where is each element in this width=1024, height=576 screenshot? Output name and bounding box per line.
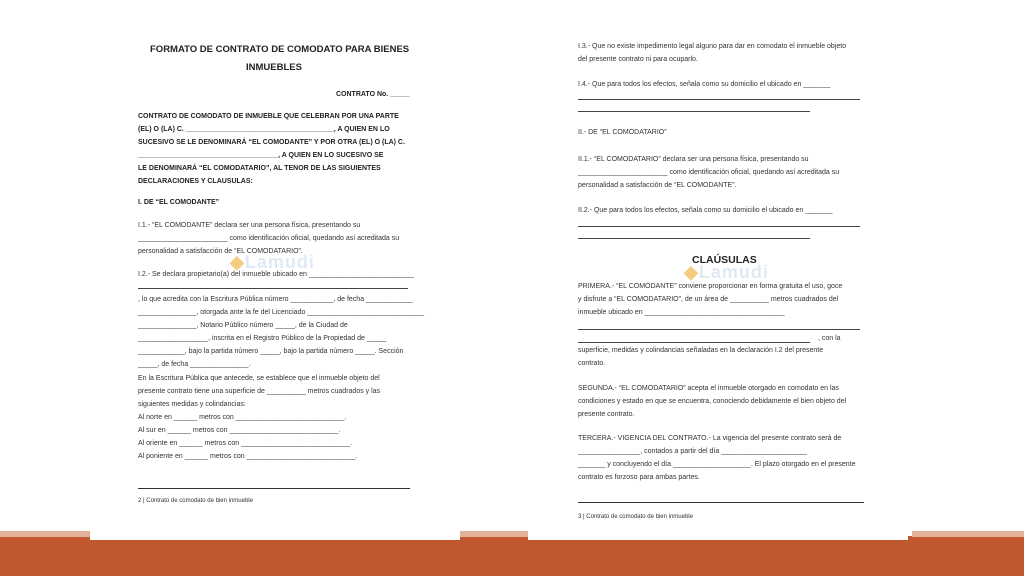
document-title-line1: FORMATO DE CONTRATO DE COMODATO PARA BIENES [150,44,410,55]
blank-line [578,342,810,343]
clause-primera-end: contrato. [578,360,606,367]
clause-ii1-line: _______________________ como identificación oficial, quedando así acreditada su [578,169,840,176]
document-title-line2: INMUEBLES [246,62,302,73]
clause-i2-line: , lo que acredita con la Escritura Pública número ___________, de fecha ____________ [138,296,413,303]
clause-primera-end: superficie, medidas y colindancias señaladas en la declaración I.2 del presente [578,347,824,354]
clause-i2-start: I.2.- Se declara propietario(a) del inmueble ubicado en ___________________________ [138,271,414,278]
contract-number: CONTRATO No. _____ [336,91,410,98]
intro-line: CONTRATO DE COMODATO DE INMUEBLE QUE CELEBRAN POR UNA PARTE [138,113,399,120]
clause-tercera-line: _______ y concluyendo el día ____________________. El plazo otorgado en el presente [578,461,856,468]
intro-line: DECLARACIONES Y CLAUSULAS: [138,178,253,185]
footer-rule [578,502,864,503]
page-footer: 2 | Contrato de comodato de bien inmueble [138,498,253,504]
clause-i2-line: siguientes medidas y colindancias: [138,401,246,408]
clause-i3-line: I.3.- Que no existe impedimento legal alguno para dar en comodato el inmueble objeto [578,43,847,50]
clause-segunda-line: presente contrato. [578,411,635,418]
blank-line [578,99,860,100]
clause-primera-line: y disfrute a “EL COMODATARIO”, de un área de __________ metros cuadrados del [578,296,839,303]
bottom-tab-right [912,531,1024,537]
intro-line: ____________________________________, A QUIEN EN LO SUCESIVO SE [138,152,384,159]
bottom-tab-middle [460,531,528,537]
clause-i2-line: presente contrato tiene una superficie de __________ metros cuadrados y las [138,388,381,395]
clause-i1-line: I.1.- “EL COMODANTE” declara ser una persona física, presentando su [138,222,361,229]
clause-i4: I.4.- Que para todos los efectos, señala como su domicilio el ubicado en _______ [578,81,831,88]
clause-i2-line: En la Escritura Pública que antecede, se establece que el inmueble objeto del [138,375,380,382]
blank-line [138,288,408,289]
boundary-west: Al poniente en ______ metros con ____________________________. [138,453,358,460]
intro-line: LE DENOMINARÁ “EL COMODATARIO”, AL TENOR DE LAS SIGUIENTES [138,165,381,172]
section-heading-comodante: I. DE “EL COMODANTE” [138,199,220,206]
clause-i2-line: __________________, inscrita en el Registro Público de la Propiedad de _____ [138,335,387,342]
clause-tercera-line: contrato es forzoso para ambas partes. [578,474,700,481]
clause-ii1-line: personalidad a satisfacción de “EL COMODANTE”. [578,182,737,189]
bottom-accent-bar [0,536,1024,576]
clause-i1-line: _______________________ como identificación oficial, quedando así acreditada su [138,235,400,242]
lamudi-watermark: ◆Lamudi [230,252,315,272]
intro-line: (EL) O (LA) C. ______________________________________, A QUIEN EN LO [138,126,390,133]
blank-line [578,329,860,330]
bottom-tab-left [0,531,90,537]
clause-tercera-line: ________________, contados a partir del día ______________________ [578,448,807,455]
clause-i3-line: del presente contrato ni para ocuparlo. [578,56,698,63]
section-heading-comodatario: II.- DE “EL COMODATARIO” [578,129,667,136]
clause-segunda-line: condiciones y estado en que se encuentra, conociendo debidamente el bien objeto del [578,398,847,405]
right-document-page [528,20,908,540]
clause-i2-line: _____, de fecha _______________. [138,361,251,368]
footer-rule [138,488,410,489]
clause-tercera-line: TERCERA.- VIGENCIA DEL CONTRATO.- La vigencia del presente contrato será de [578,435,842,442]
blank-line [578,238,810,239]
blank-line [578,111,810,112]
clause-ii2: II.2.- Que para todos los efectos, señala como su domicilio el ubicado en _______ [578,207,833,214]
clause-primera-con: , con la [818,335,841,342]
clause-i1-line: personalidad a satisfacción de “EL COMODATARIO”. [138,248,303,255]
page-footer: 3 | Contrato de comodato de bien inmueble [578,514,693,520]
clause-primera-line: PRIMERA.- “EL COMODANTE” conviene proporcionar en forma gratuita el uso, goce [578,283,843,290]
clause-i2-line: _______________, Notario Público número _____, de la Ciudad de [138,322,348,329]
clause-primera-line: inmueble ubicado en ____________________________________ [578,309,785,316]
blank-line [578,226,860,227]
clause-ii1-line: II.1.- “EL COMODATARIO” declara ser una persona física, presentando su [578,156,809,163]
left-document-page [90,20,460,540]
boundary-east: Al oriente en ______ metros con ____________________________. [138,440,353,447]
clause-segunda-line: SEGUNDA.- “EL COMODATARIO” acepta el inmueble otorgado en comodato en las [578,385,839,392]
clausulas-heading: CLAÚSULAS [692,254,757,266]
lamudi-watermark: ◆Lamudi [684,262,769,282]
clause-i2-line: ____________, bajo la partida número _____, bajo la partida número _____. Sección [138,348,404,355]
boundary-north: Al norte en ______ metros con ____________________________. [138,414,347,421]
clause-i2-line: _______________, otorgada ante la fe del Licenciado ______________________________ [138,309,425,316]
boundary-south: Al sur en ______ metros con ____________________________. [138,427,341,434]
intro-line: SUCESIVO SE LE DENOMINARÁ “EL COMODANTE” Y POR OTRA (EL) O (LA) C. [138,139,405,146]
